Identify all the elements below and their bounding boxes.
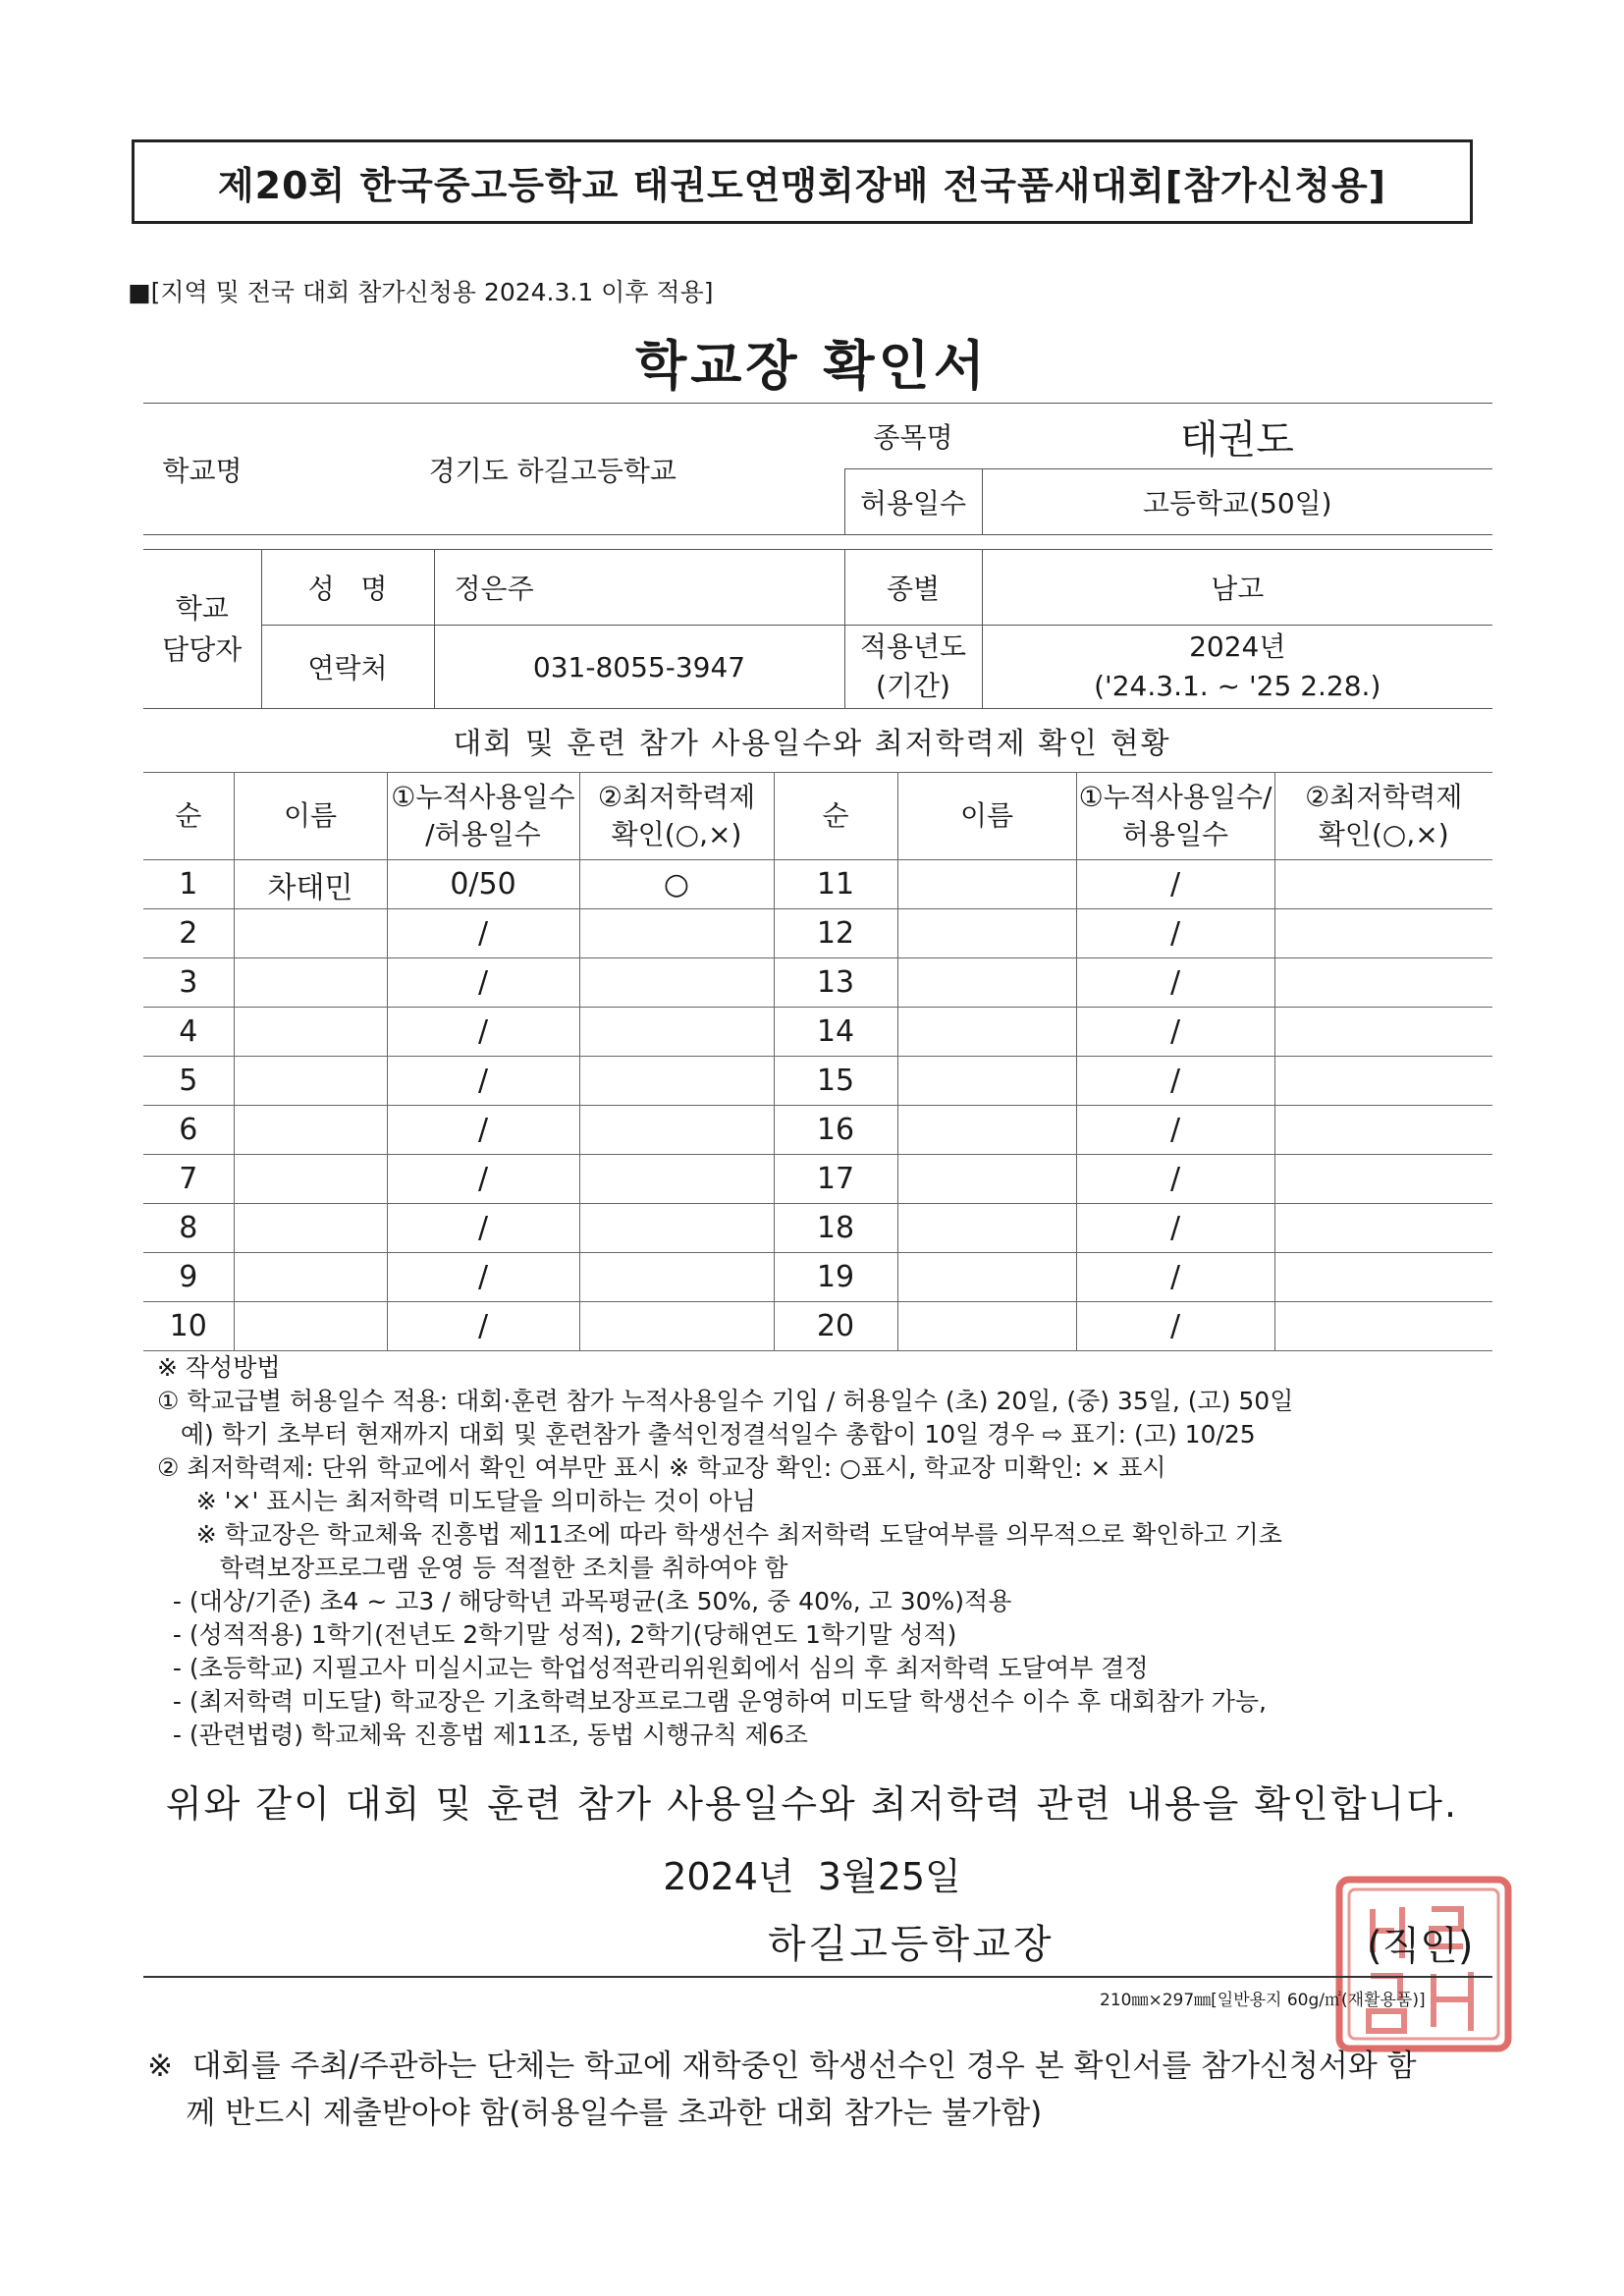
cell-days-right: / <box>1076 1302 1274 1351</box>
col-days-right-line2: 허용일수 <box>1121 818 1229 850</box>
school-name-value: 경기도 하길고등학교 <box>261 404 844 535</box>
instruction-line: ① 학교급별 허용일수 적용: 대회·훈련 참가 누적사용일수 기입 / 허용일수 (초) 20일, (중) 35일, (고) 50일 <box>157 1387 1294 1415</box>
cell-check-left <box>579 909 774 958</box>
instruction-line: 학력보장프로그램 운영 등 적절한 조치를 취하여야 함 <box>157 1554 788 1582</box>
col-check-left-line2: 확인(○,×) <box>611 818 742 850</box>
col-check-right-line2: 확인(○,×) <box>1318 818 1449 850</box>
school-name-label: 학교명 <box>143 404 261 535</box>
writing-instructions <box>157 1351 1293 1752</box>
apply-year-label-line1: 적용년도 <box>859 630 967 663</box>
instruction-line: ※ '×' 표시는 최저학력 미도달을 의미하는 것이 아님 <box>157 1487 756 1515</box>
event-label: 종목명 <box>844 404 982 469</box>
cell-no-right: 20 <box>774 1302 897 1351</box>
cell-no-right: 19 <box>774 1253 897 1302</box>
col-no-right: 순 <box>774 773 897 860</box>
instruction-line: ② 최저학력제: 단위 학교에서 확인 여부만 표시 ※ 학교장 확인: ○표시, 학교장 미확인: × 표시 <box>157 1453 1166 1482</box>
cell-check-right <box>1274 1008 1492 1057</box>
cell-days-left: / <box>387 1008 579 1057</box>
cell-no-right: 18 <box>774 1204 897 1253</box>
cell-days-right: / <box>1076 860 1274 909</box>
cell-name-right <box>897 860 1076 909</box>
cell-days-left: / <box>387 1155 579 1204</box>
document-title: 학교장 확인서 <box>635 335 989 397</box>
cell-no-left: 9 <box>143 1253 234 1302</box>
cell-name-right <box>897 1253 1076 1302</box>
table-row <box>143 1302 1492 1351</box>
cell-name-right <box>897 958 1076 1008</box>
table-row <box>143 958 1492 1008</box>
cell-no-right: 15 <box>774 1057 897 1106</box>
table-row <box>143 1204 1492 1253</box>
col-days-left-line2: /허용일수 <box>425 818 541 850</box>
cell-days-left: 0/50 <box>387 860 579 909</box>
category-value: 남고 <box>982 550 1492 626</box>
cell-check-left <box>579 1057 774 1106</box>
instruction-line: - (성적적용) 1학기(전년도 2학기말 성적), 2학기(당해연도 1학기말 성적) <box>157 1620 957 1649</box>
instruction-line: - (최저학력 미도달) 학교장은 기초학력보장프로그램 운영하여 미도달 학생선수 이수 후 대회참가 가능, <box>157 1687 1267 1716</box>
submission-note <box>147 2043 1417 2137</box>
cell-check-left <box>579 958 774 1008</box>
cell-name-left <box>234 958 387 1008</box>
instructions-heading: ※ 작성방법 <box>157 1353 281 1382</box>
cell-check-right <box>1274 1302 1492 1351</box>
table-row <box>143 1106 1492 1155</box>
col-days-right-line1: ①누적사용일수/ <box>1078 781 1272 813</box>
cell-check-left <box>579 1253 774 1302</box>
cell-no-right: 14 <box>774 1008 897 1057</box>
table-row <box>143 1008 1492 1057</box>
cell-no-left: 8 <box>143 1204 234 1253</box>
cell-days-right: / <box>1076 1008 1274 1057</box>
cell-name-right <box>897 1057 1076 1106</box>
document-header-title: 제20회 한국중고등학교 태권도연맹회장배 전국품새대회[참가신청용] <box>132 139 1473 224</box>
cell-days-right: / <box>1076 1057 1274 1106</box>
instruction-line: 예) 학기 초부터 현재까지 대회 및 훈련참가 출석인정결석일수 총합이 10일 경우 ⇨ 표기: (고) 10/25 <box>157 1420 1256 1449</box>
cell-name-left <box>234 1155 387 1204</box>
cell-name-right <box>897 1302 1076 1351</box>
cell-name-left <box>234 1302 387 1351</box>
cell-check-left <box>579 1008 774 1057</box>
cell-no-right: 11 <box>774 860 897 909</box>
apply-year-period: ('24.3.1. ~ '25 2.28.) <box>1094 670 1381 702</box>
table-row <box>143 909 1492 958</box>
cell-check-left: ○ <box>579 860 774 909</box>
table-header-row <box>143 773 1492 860</box>
cell-name-right <box>897 1008 1076 1057</box>
cell-days-right: / <box>1076 1106 1274 1155</box>
instruction-line: - (대상/기준) 초4 ~ 고3 / 해당학년 과목평균(초 50%, 중 40%, 고 30%)적용 <box>157 1587 1012 1615</box>
cell-no-left: 6 <box>143 1106 234 1155</box>
cell-no-left: 4 <box>143 1008 234 1057</box>
manager-label: 학교 담당자 <box>143 550 261 709</box>
school-info-table <box>143 403 1492 709</box>
apply-year-label <box>844 626 982 709</box>
cell-days-left: / <box>387 1106 579 1155</box>
cell-name-left: 차태민 <box>234 860 387 909</box>
submission-note-line2: 께 반드시 제출받아야 함(허용일수를 초과한 대회 참가는 불가함) <box>147 2096 1043 2131</box>
paper-spec-note: 210㎜×297㎜[일반용지 60g/㎡(재활용품)] <box>1100 1991 1426 2010</box>
cell-name-left <box>234 909 387 958</box>
cell-check-right <box>1274 1106 1492 1155</box>
col-no-left: 순 <box>143 773 234 860</box>
cell-check-right <box>1274 1253 1492 1302</box>
instruction-line: - (초등학교) 지필고사 미실시교는 학업성적관리위원회에서 심의 후 최저학력 도달여부 결정 <box>157 1654 1149 1682</box>
category-label: 종별 <box>844 550 982 626</box>
cell-days-left: / <box>387 909 579 958</box>
apply-year-value <box>982 626 1492 709</box>
cell-days-right: / <box>1076 1253 1274 1302</box>
instruction-line: ※ 학교장은 학교체육 진흥법 제11조에 따라 학생선수 최저학력 도달여부를 의무적으로 확인하고 기초 <box>157 1520 1282 1549</box>
cell-no-left: 1 <box>143 860 234 909</box>
cell-days-right: / <box>1076 1155 1274 1204</box>
cell-days-left: / <box>387 1302 579 1351</box>
cell-no-right: 16 <box>774 1106 897 1155</box>
cell-check-left <box>579 1204 774 1253</box>
col-days-left-line1: ①누적사용일수 <box>391 781 575 813</box>
cell-name-right <box>897 1106 1076 1155</box>
col-days-left <box>387 773 579 860</box>
table-row <box>143 1253 1492 1302</box>
cell-no-right: 17 <box>774 1155 897 1204</box>
col-days-right <box>1076 773 1274 860</box>
cell-name-right <box>897 1155 1076 1204</box>
cell-check-right <box>1274 1155 1492 1204</box>
section-title: 대회 및 훈련 참가 사용일수와 최저학력제 확인 현황 <box>453 727 1171 761</box>
table-row <box>143 1155 1492 1204</box>
principal-title: 하길고등학교장 <box>768 1922 1055 1967</box>
table-row <box>143 860 1492 909</box>
cell-days-right: / <box>1076 909 1274 958</box>
confirmation-statement: 위와 같이 대회 및 훈련 참가 사용일수와 최저학력 관련 내용을 확인합니다. <box>165 1782 1459 1826</box>
cell-name-left <box>234 1204 387 1253</box>
manager-name-label: 성 명 <box>261 550 434 626</box>
cell-no-right: 13 <box>774 958 897 1008</box>
cell-no-left: 5 <box>143 1057 234 1106</box>
cell-no-left: 2 <box>143 909 234 958</box>
event-value-handwritten: 태권도 <box>982 404 1492 469</box>
cell-no-left: 10 <box>143 1302 234 1351</box>
cell-name-right <box>897 909 1076 958</box>
contact-label: 연락처 <box>261 626 434 709</box>
instruction-line: - (관련법령) 학교체육 진흥법 제11조, 동법 시행규칙 제6조 <box>157 1721 808 1749</box>
cell-no-right: 12 <box>774 909 897 958</box>
cell-name-left <box>234 1008 387 1057</box>
cell-no-left: 3 <box>143 958 234 1008</box>
manager-name-value: 정은주 <box>434 550 844 626</box>
confirmation-date: 2024년 3월25일 <box>663 1855 961 1898</box>
allowed-days-value: 고등학교(50일) <box>982 469 1492 535</box>
cell-days-left: / <box>387 1057 579 1106</box>
cell-name-left <box>234 1057 387 1106</box>
col-check-left-line1: ②최저학력제 <box>597 781 756 813</box>
cell-days-left: / <box>387 1204 579 1253</box>
col-check-right <box>1274 773 1492 860</box>
seal-label: (직인) <box>1367 1924 1474 1969</box>
cell-check-right <box>1274 909 1492 958</box>
apply-year-value-line1: 2024년 <box>1189 630 1286 663</box>
contact-value: 031-8055-3947 <box>434 626 844 709</box>
cell-check-left <box>579 1302 774 1351</box>
cell-days-right: / <box>1076 1204 1274 1253</box>
application-note: ■[지역 및 전국 대회 참가신청용 2024.3.1 이후 적용] <box>128 278 714 306</box>
col-check-right-line1: ②최저학력제 <box>1305 781 1463 813</box>
cell-check-right <box>1274 958 1492 1008</box>
cell-days-right: / <box>1076 958 1274 1008</box>
cell-check-left <box>579 1106 774 1155</box>
divider <box>143 1976 1492 1978</box>
cell-check-right <box>1274 1057 1492 1106</box>
cell-check-right <box>1274 1204 1492 1253</box>
allowed-days-label: 허용일수 <box>844 469 982 535</box>
apply-year-label-line2: (기간) <box>876 670 950 702</box>
cell-name-right <box>897 1204 1076 1253</box>
participation-status-table <box>143 772 1492 1351</box>
cell-check-left <box>579 1155 774 1204</box>
cell-days-left: / <box>387 1253 579 1302</box>
cell-name-left <box>234 1253 387 1302</box>
cell-days-left: / <box>387 958 579 1008</box>
col-name-right: 이름 <box>897 773 1076 860</box>
col-name-left: 이름 <box>234 773 387 860</box>
cell-name-left <box>234 1106 387 1155</box>
submission-note-line1: ※ 대회를 주최/주관하는 단체는 학교에 재학중인 학생선수인 경우 본 확인서를 참가신청서와 함 <box>147 2049 1417 2084</box>
cell-no-left: 7 <box>143 1155 234 1204</box>
cell-check-right <box>1274 860 1492 909</box>
table-row <box>143 1057 1492 1106</box>
col-check-left <box>579 773 774 860</box>
